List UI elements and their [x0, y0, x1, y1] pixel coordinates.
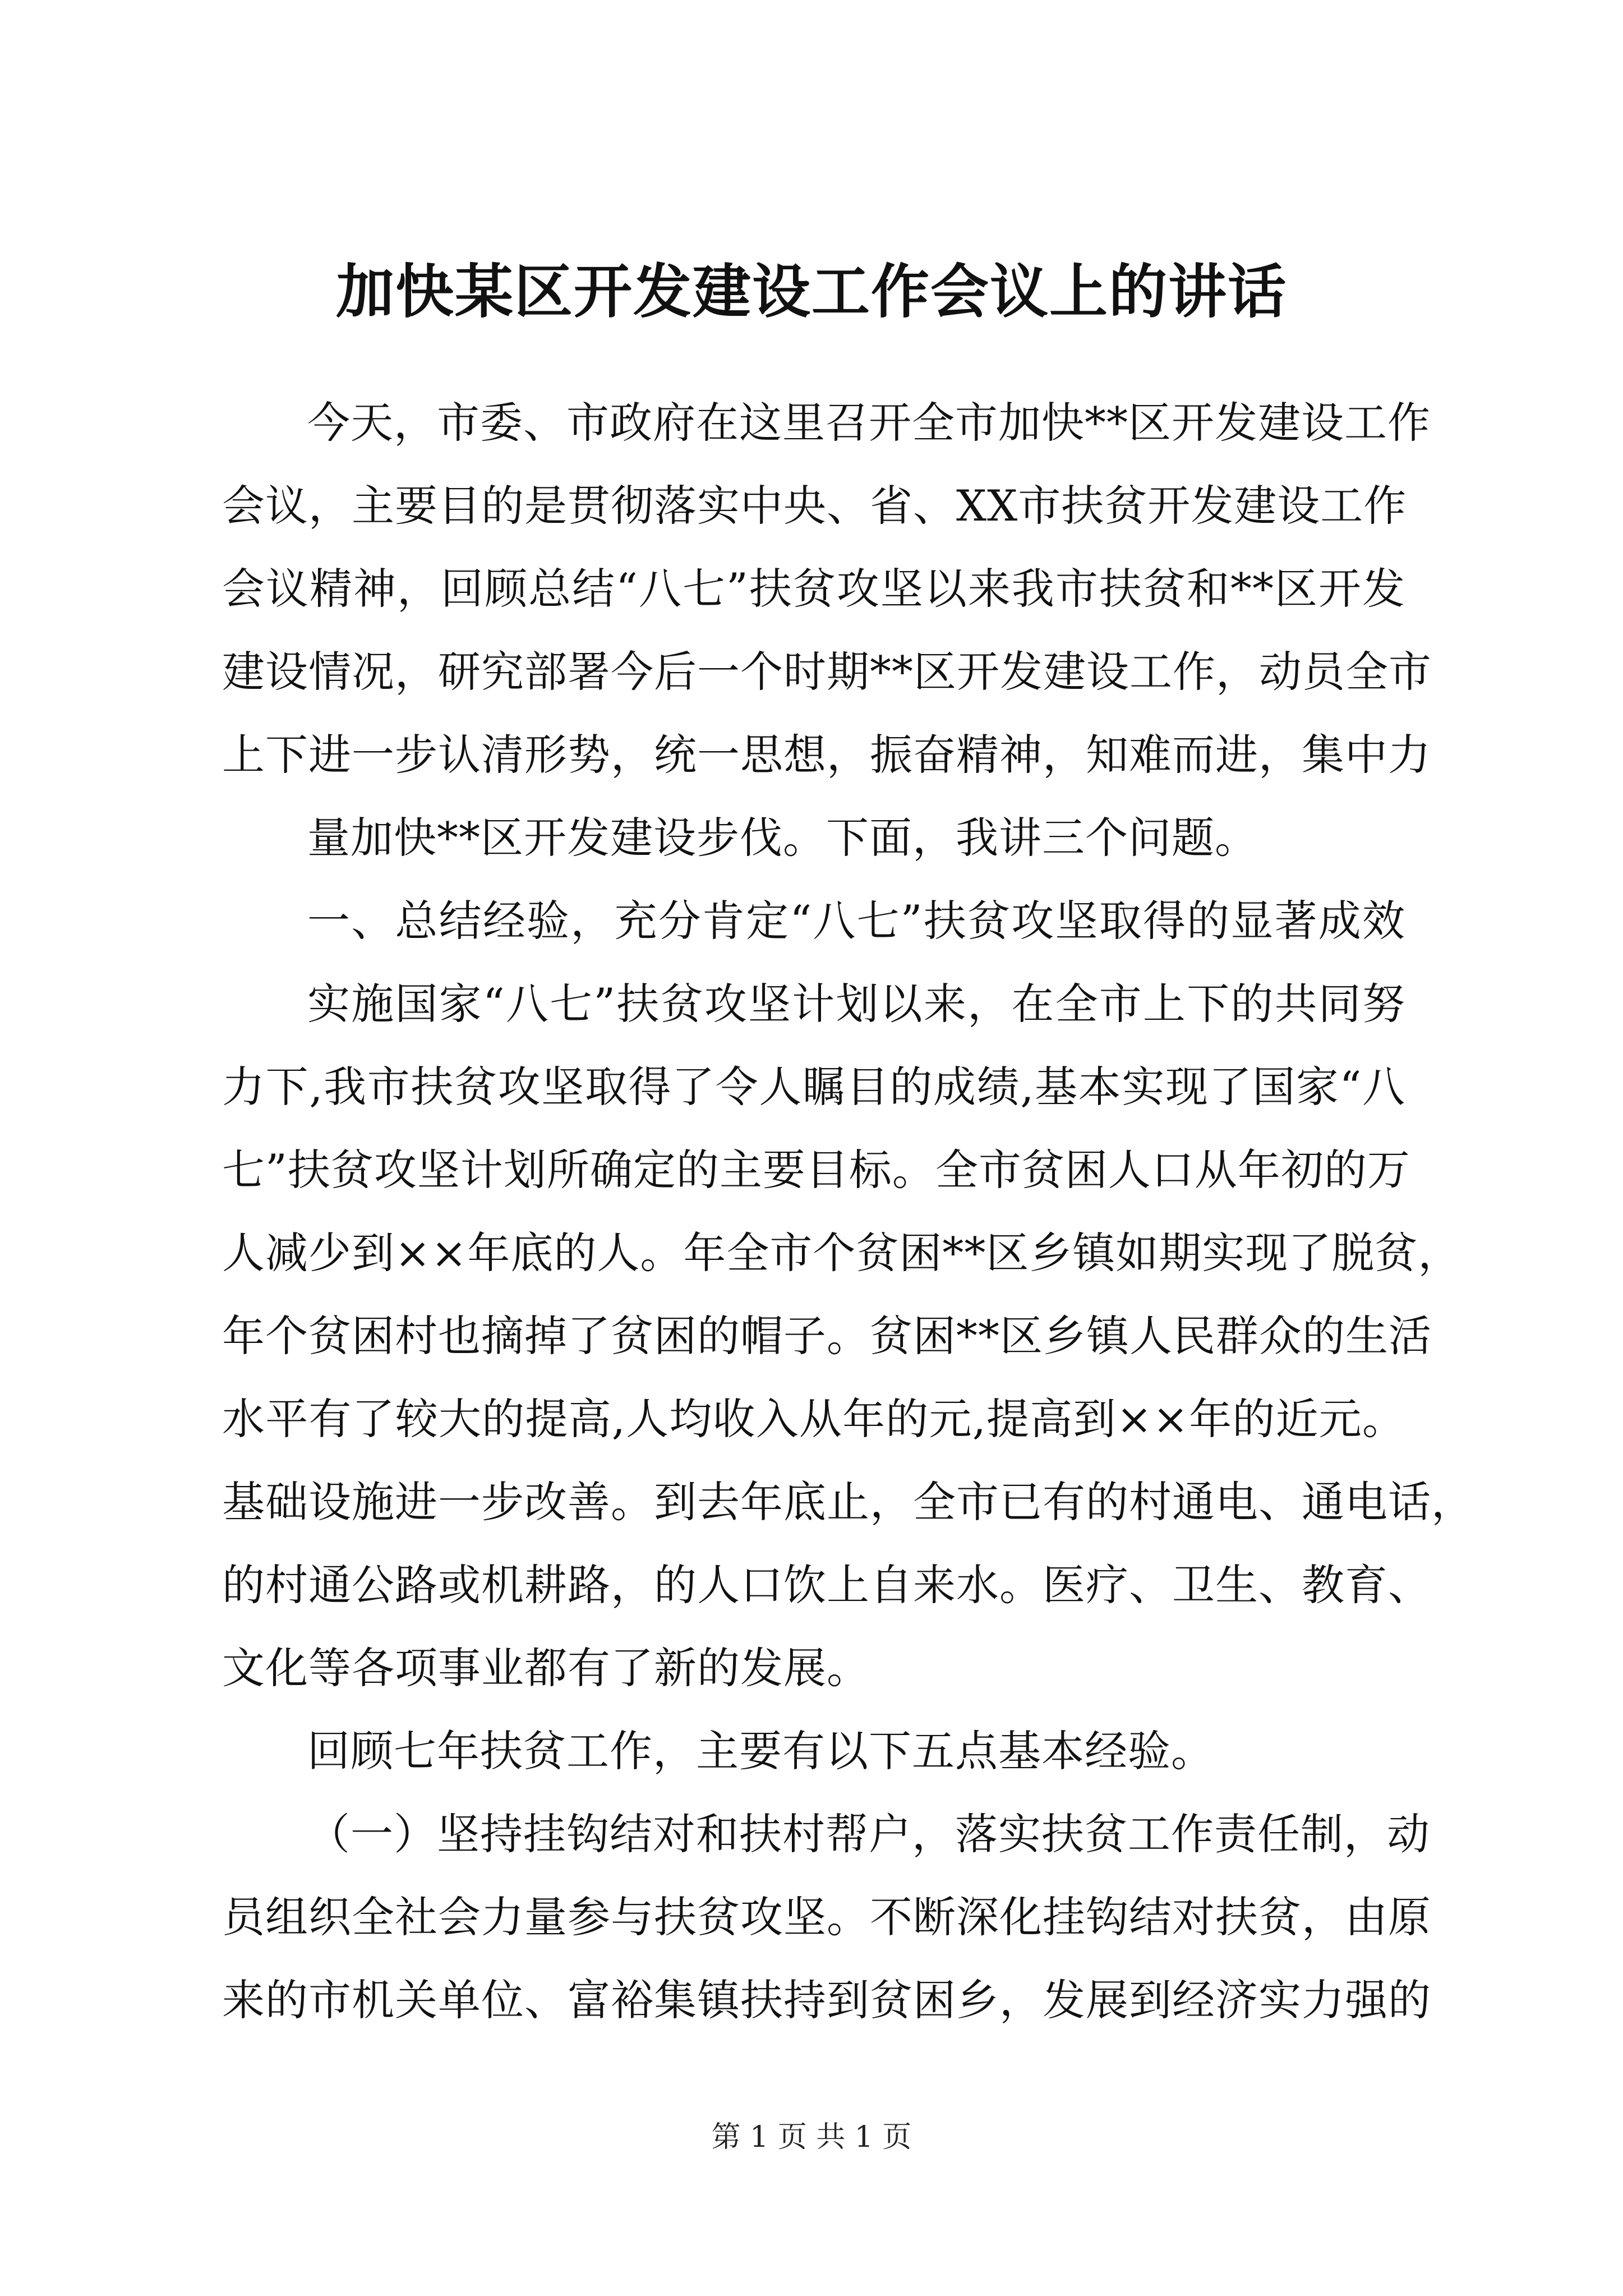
body-line: 年个贫困村也摘掉了贫困的帽子。贫困**区乡镇人民群众的生活 — [222, 1311, 1432, 1361]
body-line: 今天，市委、市政府在这里召开全市加快**区开发建设工作 — [307, 398, 1431, 448]
section-heading: 一、总结经验，充分肯定“八七”扶贫攻坚取得的显著成效 — [307, 896, 1405, 946]
body-line: 回顾七年扶贫工作，主要有以下五点基本经验。 — [307, 1726, 1214, 1776]
document-title: 加快某区开发建设工作会议上的讲话 — [335, 257, 1287, 326]
body-line: 力下,我市扶贫攻坚取得了令人瞩目的成绩,基本实现了国家“八 — [222, 1062, 1405, 1112]
body-line: 实施国家“八七”扶贫攻坚计划以来，在全市上下的共同努 — [307, 979, 1405, 1029]
subsection-heading: （一）坚持挂钩结对和扶村帮户，落实扶贫工作责任制，动 — [307, 1809, 1430, 1859]
body-line: 的村通公路或机耕路，的人口饮上自来水。医疗、卫生、教育、 — [222, 1560, 1431, 1610]
body-line: 人减少到××年底的人。年全市个贫困**区乡镇如期实现了脱贫， — [222, 1228, 1461, 1278]
body-line: 会议精神，回顾总结“八七”扶贫攻坚以来我市扶贫和**区开发 — [222, 564, 1405, 614]
body-line: 七”扶贫攻坚计划所确定的主要目标。全市贫困人口从年初的万 — [222, 1145, 1410, 1195]
body-line: 水平有了较大的提高,人均收入从年的元,提高到××年的近元。 — [222, 1394, 1405, 1444]
body-line: 基础设施进一步改善。到去年底止，全市已有的村通电、通电话， — [222, 1477, 1474, 1527]
body-line: 文化等各项事业都有了新的发展。 — [222, 1643, 870, 1693]
body-line: 建设情况，研究部署今后一个时期**区开发建设工作，动员全市 — [222, 647, 1432, 697]
body-line: 上下进一步认清形势，统一思想，振奋精神，知难而进，集中力 — [222, 730, 1431, 780]
body-line: 量加快**区开发建设步伐。下面，我讲三个问题。 — [307, 813, 1258, 863]
body-line: 来的市机关单位、富裕集镇扶持到贫困乡，发展到经济实力强的 — [222, 1975, 1431, 2025]
document-body — [222, 381, 1474, 2042]
page-footer: 第 1 页 共 1 页 — [711, 2120, 912, 2154]
body-line: 员组织全社会力量参与扶贫攻坚。不断深化挂钩结对扶贫，由原 — [222, 1892, 1431, 1942]
body-line: 会议，主要目的是贯彻落实中央、省、XX市扶贫开发建设工作 — [222, 481, 1407, 531]
